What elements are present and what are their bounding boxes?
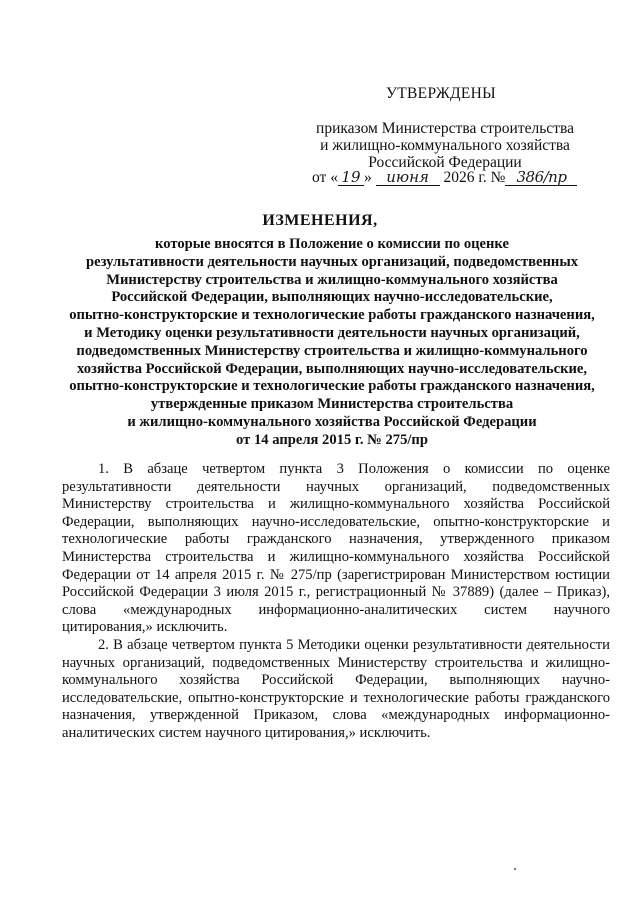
date-year: 2026 г. № <box>443 169 506 186</box>
handwritten-order-number: 386/пр <box>505 170 577 186</box>
subtitle-line: от 14 апреля 2015 г. № 275/пр <box>236 431 428 448</box>
approval-line: и жилищно-коммунального хозяйства <box>320 137 570 154</box>
handwritten-day: 19 <box>338 170 364 186</box>
subtitle-line: утвержденные приказом Министерства строительства <box>150 396 514 413</box>
subtitle-line: Министерству строительства и жилищно-коммунального хозяйства <box>106 271 558 288</box>
approval-line: Российской Федерации <box>368 154 522 171</box>
order-date-line <box>312 169 577 187</box>
approved-heading: УТВЕРЖДЕНЫ <box>386 85 496 102</box>
approval-block <box>300 120 590 171</box>
date-quote-close: » <box>363 169 372 186</box>
document-body <box>62 461 610 743</box>
subtitle-line: и жилищно-коммунального хозяйства Российской Федерации <box>127 413 537 430</box>
subtitle-line: опытно-конструкторские и технологические работы гражданского назначения, <box>69 307 595 324</box>
subtitle-line: опытно-конструкторские и технологические работы гражданского назначения, <box>69 378 595 395</box>
subtitle-line: подведомственных Министерству строительства и жилищно-коммунального <box>76 342 588 359</box>
subtitle-line: Российской Федерации, выполняющих научно-исследовательские, <box>111 289 553 306</box>
approval-line: приказом Министерства строительства <box>316 120 574 137</box>
scan-speck <box>514 868 516 870</box>
subtitle-line: которые вносятся в Положение о комиссии по оценке <box>155 236 509 252</box>
subtitle-line: и Методику оценки результативности деятельности научных организаций, <box>84 324 580 341</box>
paragraph: 2. В абзаце четвертом пункта 5 Методики оценки результативности деятельности научных организаций, подведомственных Министерству строительства и жилищно-коммунального хозяйства Российской Федерации, выполняющих научно-исследовательские, опытно-конструкторские и технологические работы гражданского назначения, утвержденной Приказом, слова «международных информационно-аналитических систем научного цитирования,» исключить. <box>62 636 610 741</box>
date-prefix: от « <box>312 169 338 186</box>
document-subtitle <box>40 236 624 450</box>
subtitle-line: хозяйства Российской Федерации, выполняющих научно-исследовательские, <box>76 360 588 377</box>
paragraph: 1. В абзаце четвертом пункта 3 Положения о комиссии по оценке результативности деятельности научных организаций, подведомственных Министерству строительства и жилищно-коммунального хозяйства Российской Федерации, выполняющих научно-исследовательские, опытно-конструкторские и технологические работы гражданского назначения, утвержденного приказом Министерства строительства и жилищно-коммунального хозяйства Российской Федерации от 14 апреля 2015 г. № 275/пр (зарегистрирован Министерством юстиции Российской Федерации 3 июля 2015 г., регистрационный № 37889) (далее – Приказ), слова «международных информационно-аналитических систем научного цитирования,» исключить. <box>62 461 610 636</box>
subtitle-line: результативности деятельности научных организаций, подведомственных <box>85 253 579 270</box>
document-title: ИЗМЕНЕНИЯ, <box>262 212 378 229</box>
handwritten-month: июня <box>376 170 440 186</box>
